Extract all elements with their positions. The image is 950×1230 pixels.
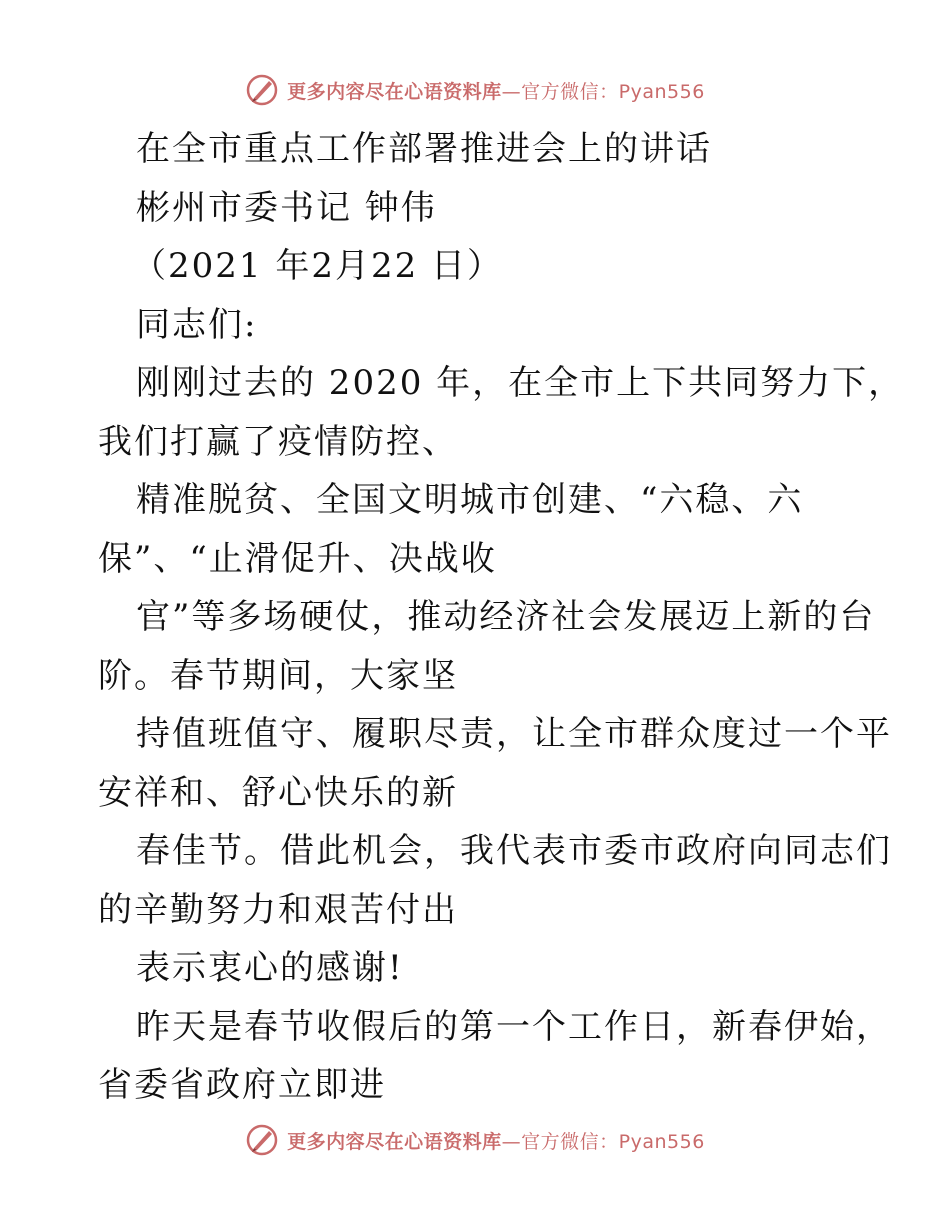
- body-line: 安祥和、舒心快乐的新: [98, 772, 458, 813]
- quill-pen-seal-icon: [245, 73, 279, 107]
- watermark-brand: 更多内容尽在心语资料库: [287, 80, 502, 103]
- body-line: 保”、“止滑促升、决战收: [98, 538, 497, 579]
- watermark-text: [287, 77, 705, 104]
- body-line: 阶。春节期间，大家坚: [98, 655, 458, 696]
- watermark-brand: 更多内容尽在心语资料库: [287, 1130, 502, 1153]
- body-line: 我们打赢了疫情防控、: [98, 421, 458, 462]
- body-line: 刚刚过去的 2020 年，在全市上下共同努力下，: [136, 363, 905, 403]
- salutation: 同志们:: [136, 304, 258, 345]
- speech-title: 在全市重点工作部署推进会上的讲话: [136, 129, 712, 169]
- document-body: [98, 120, 905, 1115]
- footer-watermark-banner: [0, 1120, 950, 1160]
- body-line: 精准脱贫、全国文明城市创建、“六稳、六: [136, 480, 804, 520]
- body-line: 持值班值守、履职尽责，让全市群众度过一个平: [136, 714, 892, 754]
- body-line: 官”等多场硬仗，推动经济社会发展迈上新的台: [136, 597, 876, 637]
- watermark-text: [287, 1127, 705, 1154]
- body-line: 的辛勤努力和艰苦付出: [98, 889, 458, 930]
- body-line: 表示衷心的感谢!: [136, 948, 404, 988]
- body-line: 昨天是春节收假后的第一个工作日，新春伊始，: [136, 1006, 892, 1047]
- date-line: （2021 年2月22 日）: [132, 246, 504, 286]
- watermark-suffix: —官方微信：Pyan556: [501, 80, 705, 103]
- speaker-line: 彬州市委书记 钟伟: [136, 187, 437, 228]
- header-watermark-banner: [0, 70, 950, 110]
- watermark-suffix: —官方微信：Pyan556: [501, 1130, 705, 1153]
- body-line: 省委省政府立即进: [98, 1065, 386, 1105]
- body-line: 春佳节。借此机会，我代表市委市政府向同志们: [136, 831, 892, 871]
- quill-pen-seal-icon: [245, 1123, 279, 1157]
